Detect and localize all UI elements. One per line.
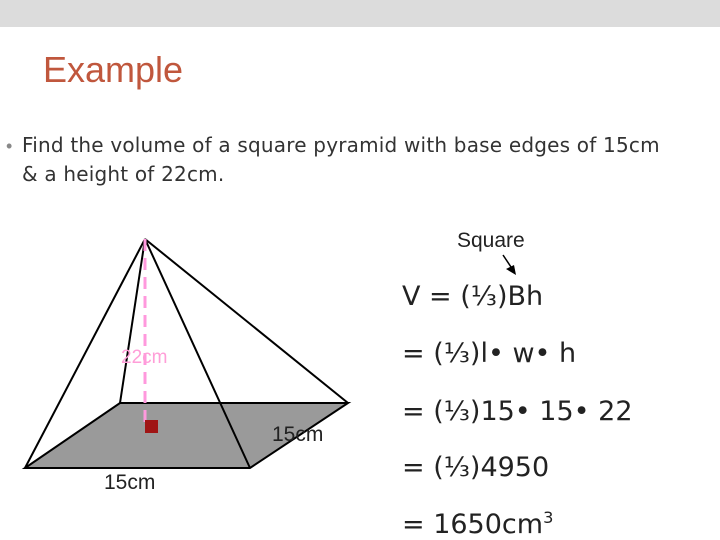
bullet-text: Find the volume of a square pyramid with base edges of 15cm & a height of 22cm.	[22, 133, 660, 186]
square-label: Square	[457, 229, 525, 252]
height-label: 22cm	[121, 347, 168, 368]
right-angle-marker	[145, 420, 158, 433]
equation-line-5-exponent: 3	[543, 508, 554, 527]
side-label-right: 15cm	[272, 423, 324, 446]
equation-line-1: V = (⅓)Bh	[402, 281, 544, 312]
equation-line-4: = (⅓)4950	[402, 452, 550, 483]
slide-title: Example	[43, 49, 184, 90]
equation-line-3: = (⅓)15• 15• 22	[402, 396, 633, 427]
equation-line-2: = (⅓)l• w• h	[402, 338, 577, 369]
square-arrow-head	[506, 265, 516, 275]
equation-line-5-main: = 1650cm	[402, 509, 544, 540]
pyramid-edge-back-right	[145, 239, 348, 403]
side-label-front: 15cm	[104, 471, 156, 494]
bullet-marker: •	[6, 136, 13, 156]
equation-line-5	[402, 509, 553, 540]
